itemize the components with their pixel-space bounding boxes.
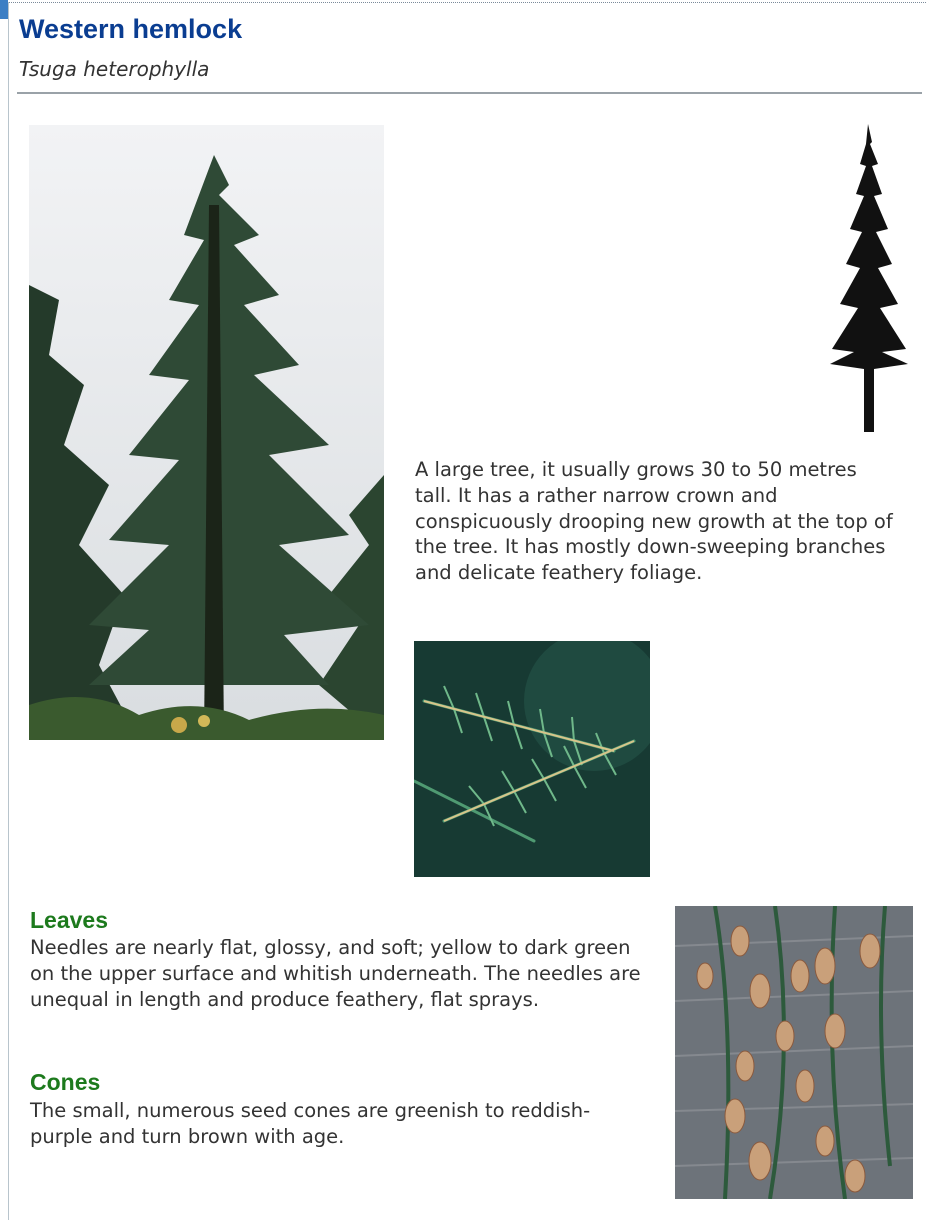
- scientific-name: Tsuga heterophylla: [19, 57, 210, 81]
- leaves-text: Needles are nearly flat, glossy, and soft; yellow to dark green on the upper surface and whitish underneath. The needles are unequal in length and produce feathery, flat sprays.: [30, 936, 641, 1011]
- left-border: [8, 2, 9, 1220]
- needles-photo: [414, 641, 650, 877]
- cones-heading: Cones: [30, 1069, 101, 1095]
- top-dotted-border: [8, 2, 926, 3]
- header-divider: [17, 92, 922, 94]
- tree-photo: [29, 125, 384, 740]
- cones-text: The small, numerous seed cones are greenish to reddish-purple and turn brown with age.: [30, 1099, 591, 1148]
- leaves-heading: Leaves: [30, 907, 109, 933]
- cones-photo: [675, 906, 913, 1199]
- tree-silhouette-icon: [826, 124, 911, 432]
- page-title: Western hemlock: [19, 14, 243, 44]
- corner-marker: [0, 0, 8, 19]
- tree-description: A large tree, it usually grows 30 to 50 metres tall. It has a rather narrow crown and conspicuously drooping new growth at the top of the tree. It has mostly down-sweeping branches and delicate feathery foliage.: [415, 458, 893, 585]
